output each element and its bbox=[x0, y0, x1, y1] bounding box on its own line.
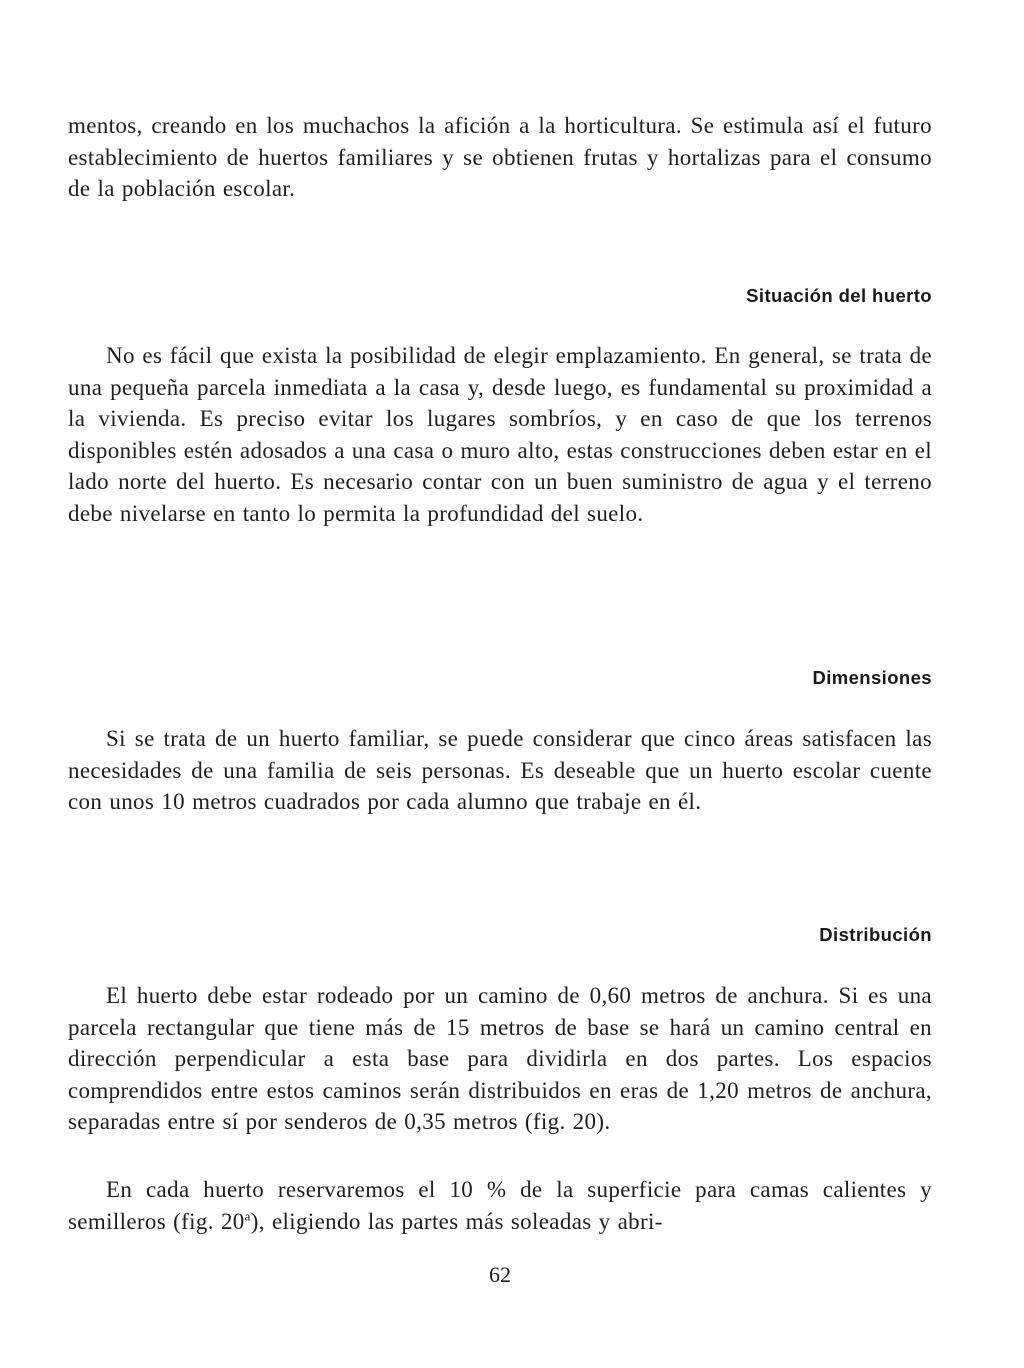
paragraph-camas-calientes bbox=[68, 1174, 932, 1237]
superscript-a: a bbox=[244, 1207, 251, 1223]
paragraph-situacion: No es fácil que exista la posibilidad de elegir emplazamiento. En general, se trata de una pequeña parcela inmediata a la casa y, desde luego, es fundamental su proximidad a la vivienda. Es preciso evitar los lugares sombríos, y en caso de que los terrenos disponibles estén adosados a una casa o muro alto, estas construcciones deben estar en el lado norte del huerto. Es necesario contar con un buen suministro de agua y el terreno debe nivelarse en tanto lo permita la profundidad del suelo. bbox=[68, 343, 932, 526]
heading-distribucion: Distribución bbox=[819, 924, 932, 945]
paragraph-camas-text-start: En cada huerto reservaremos el 10 % de la superficie para camas calientes y semilleros (fig. 20 bbox=[68, 1177, 932, 1234]
paragraph-intro-continuation: mentos, creando en los muchachos la afición a la horticultura. Se estimula así el futuro establecimiento de huertos familiares y se obtienen frutas y hortalizas para el consumo de la población escolar. bbox=[68, 113, 932, 201]
document-page bbox=[68, 0, 932, 1368]
heading-dimensiones: Dimensiones bbox=[812, 667, 932, 688]
paragraph-dimensiones: Si se trata de un huerto familiar, se puede considerar que cinco áreas satisfacen las necesidades de una familia de seis personas. Es deseable que un huerto escolar cuente con unos 10 metros cuadrados por cada alumno que trabaje en él. bbox=[68, 726, 932, 814]
paragraph-camas-text-end: ), eligiendo las partes más soleadas y abri- bbox=[250, 1208, 663, 1234]
heading-situacion-del-huerto: Situación del huerto bbox=[746, 285, 932, 306]
page-number: 62 bbox=[489, 1262, 511, 1287]
paragraph-distribucion: El huerto debe estar rodeado por un camino de 0,60 metros de anchura. Si es una parcela rectangular que tiene más de 15 metros de base se hará un camino central en dirección perpendicular a esta base para dividirla en dos partes. Los espacios comprendidos entre estos caminos serán distribuidos en eras de 1,20 metros de anchura, separadas entre sí por senderos de 0,35 metros (fig. 20). bbox=[68, 983, 932, 1134]
